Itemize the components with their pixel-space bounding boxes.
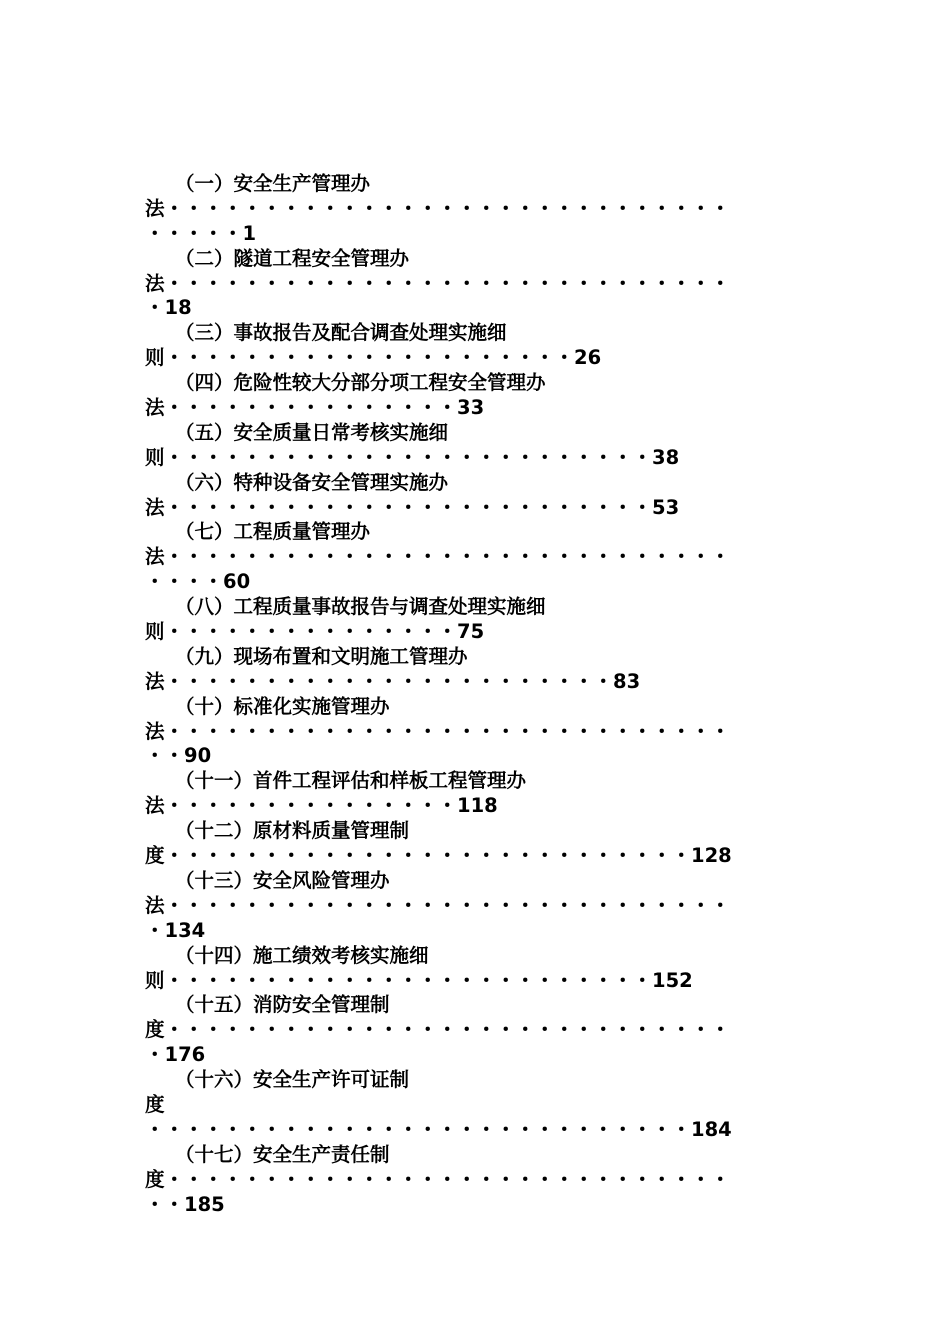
toc-entry-title[interactable]: （十七）安全生产责任制 bbox=[175, 1142, 390, 1166]
toc-entry-leader: 法・・・・・・・・・・・・・・・・・・・・・・・・・53 bbox=[145, 495, 680, 519]
toc-entry[interactable] bbox=[145, 595, 810, 645]
toc-entry-leader: 则・・・・・・・・・・・・・・・・・・・・・・・・・38 bbox=[145, 445, 680, 469]
toc-entry-page: ・・・・・1 bbox=[145, 221, 257, 245]
toc-entry[interactable] bbox=[145, 321, 810, 371]
toc-entry[interactable] bbox=[145, 695, 810, 770]
toc-entry-leader: 法・・・・・・・・・・・・・・・・・・・・・・・83 bbox=[145, 669, 641, 693]
toc-entry-leader: 则・・・・・・・・・・・・・・・・・・・・・・・・・152 bbox=[145, 968, 693, 992]
toc-entry-title[interactable]: （十六）安全生产许可证制 bbox=[175, 1068, 410, 1092]
toc-entry-title[interactable]: （七）工程质量管理办 bbox=[175, 520, 371, 544]
toc-entry-page: ・・・・60 bbox=[145, 570, 251, 594]
toc-entry-leader: 度・・・・・・・・・・・・・・・・・・・・・・・・・・・・・ bbox=[145, 1167, 731, 1191]
toc-entry-title[interactable]: （八）工程质量事故报告与调查处理实施细 bbox=[175, 595, 546, 619]
toc-entry-leader: 度・・・・・・・・・・・・・・・・・・・・・・・・・・・・・ bbox=[145, 1018, 731, 1042]
table-of-contents bbox=[145, 172, 810, 1217]
toc-entry-leader: 法・・・・・・・・・・・・・・・33 bbox=[145, 396, 485, 420]
toc-entry-leader: 法・・・・・・・・・・・・・・・118 bbox=[145, 794, 498, 818]
toc-entry-page: ・18 bbox=[145, 296, 192, 320]
toc-entry-leader: 则・・・・・・・・・・・・・・・75 bbox=[145, 620, 485, 644]
toc-entry-page: ・・90 bbox=[145, 744, 212, 768]
toc-entry-page: ・・・・・・・・・・・・・・・・・・・・・・・・・・・・184 bbox=[145, 1117, 732, 1141]
toc-entry-page: ・176 bbox=[145, 1043, 206, 1067]
toc-entry-page: ・134 bbox=[145, 918, 206, 942]
toc-entry-title[interactable]: （五）安全质量日常考核实施细 bbox=[175, 420, 449, 444]
toc-entry[interactable] bbox=[145, 172, 810, 247]
toc-entry-leader: 度 bbox=[145, 1092, 165, 1116]
toc-entry-title[interactable]: （十五）消防安全管理制 bbox=[175, 993, 390, 1017]
toc-entry[interactable] bbox=[145, 869, 810, 944]
toc-entry[interactable] bbox=[145, 944, 810, 994]
toc-entry[interactable] bbox=[145, 471, 810, 521]
toc-entry-leader: 法・・・・・・・・・・・・・・・・・・・・・・・・・・・・・ bbox=[145, 545, 731, 569]
toc-entry-title[interactable]: （九）现场布置和文明施工管理办 bbox=[175, 644, 468, 668]
toc-entry-title[interactable]: （三）事故报告及配合调查处理实施细 bbox=[175, 321, 507, 345]
toc-entry[interactable] bbox=[145, 1143, 810, 1218]
toc-entry-leader: 则・・・・・・・・・・・・・・・・・・・・・26 bbox=[145, 346, 602, 370]
toc-entry-title[interactable]: （十二）原材料质量管理制 bbox=[175, 819, 410, 843]
toc-entry[interactable] bbox=[145, 421, 810, 471]
toc-entry-title[interactable]: （十四）施工绩效考核实施细 bbox=[175, 943, 429, 967]
toc-entry-title[interactable]: （二）隧道工程安全管理办 bbox=[175, 246, 410, 270]
toc-entry-title[interactable]: （十三）安全风险管理办 bbox=[175, 868, 390, 892]
toc-entry[interactable] bbox=[145, 1068, 810, 1143]
toc-entry-title[interactable]: （十一）首件工程评估和样板工程管理办 bbox=[175, 769, 527, 793]
toc-entry[interactable] bbox=[145, 993, 810, 1068]
toc-entry-leader: 法・・・・・・・・・・・・・・・・・・・・・・・・・・・・・ bbox=[145, 271, 731, 295]
toc-entry[interactable] bbox=[145, 520, 810, 595]
toc-entry-title[interactable]: （一）安全生产管理办 bbox=[175, 172, 371, 195]
toc-entry-title[interactable]: （十）标准化实施管理办 bbox=[175, 694, 390, 718]
toc-entry-title[interactable]: （四）危险性较大分部分项工程安全管理办 bbox=[175, 371, 546, 395]
toc-entry-leader: 法・・・・・・・・・・・・・・・・・・・・・・・・・・・・・ bbox=[145, 719, 731, 743]
toc-entry[interactable] bbox=[145, 769, 810, 819]
toc-entry-leader: 法・・・・・・・・・・・・・・・・・・・・・・・・・・・・・ bbox=[145, 196, 731, 220]
toc-entry-title[interactable]: （六）特种设备安全管理实施办 bbox=[175, 470, 449, 494]
toc-entry[interactable] bbox=[145, 247, 810, 322]
toc-entry[interactable] bbox=[145, 645, 810, 695]
toc-entry-page: ・・185 bbox=[145, 1192, 225, 1216]
toc-entry[interactable] bbox=[145, 819, 810, 869]
toc-entry-leader: 法・・・・・・・・・・・・・・・・・・・・・・・・・・・・・ bbox=[145, 893, 731, 917]
toc-entry[interactable] bbox=[145, 371, 810, 421]
toc-entry-leader: 度・・・・・・・・・・・・・・・・・・・・・・・・・・・128 bbox=[145, 844, 732, 868]
